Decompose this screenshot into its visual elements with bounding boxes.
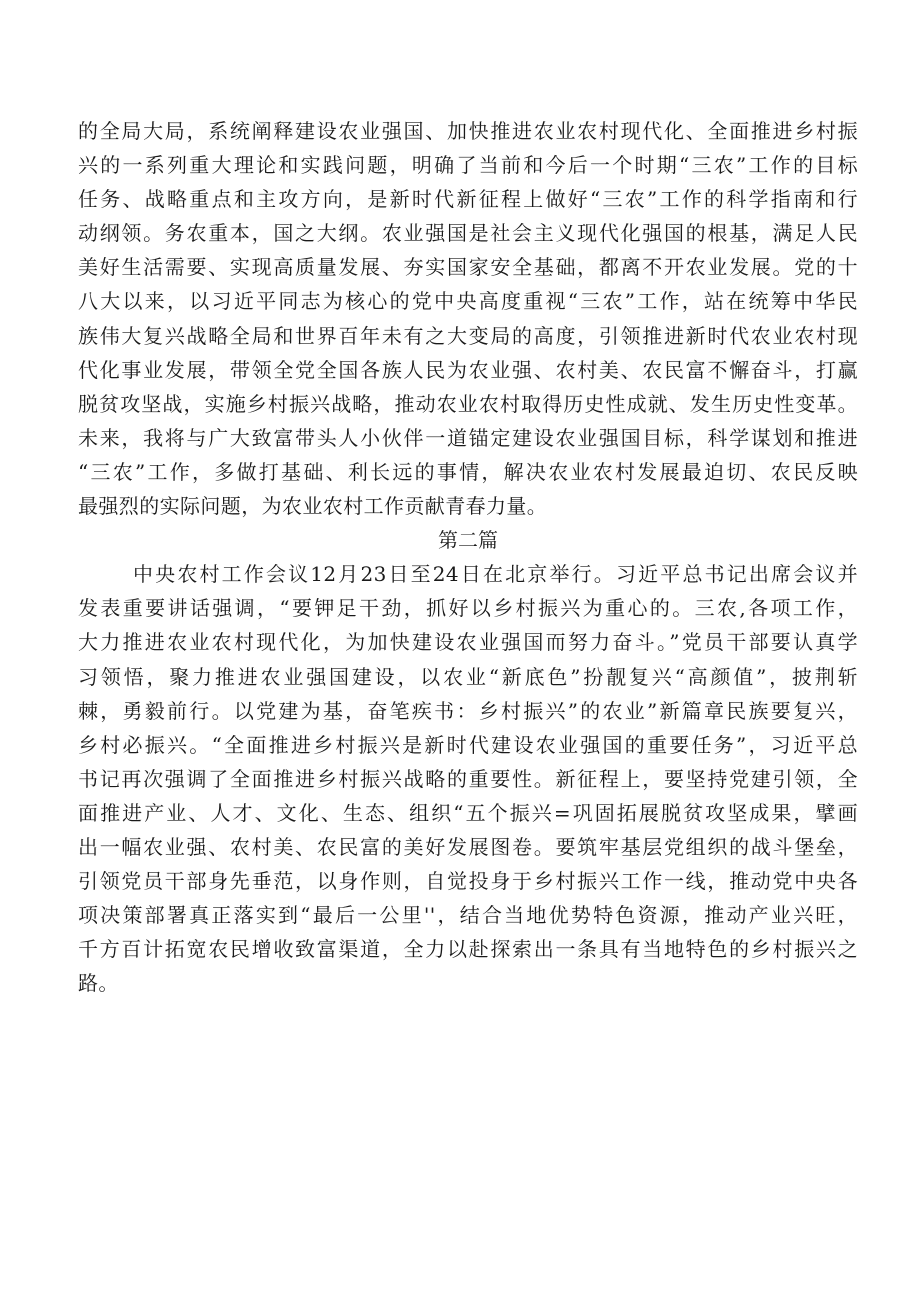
paragraph-line: 棘，勇毅前行。以党建为基，奋笔疾书：乡村振兴”的农业”新篇章民族要复兴， [78, 698, 858, 723]
paragraph-line: 中央农村工作会议12月23日至24日在北京举行。习近平总书记出席会议并 [133, 562, 858, 587]
paragraph-line: 最强烈的实际问题，为农业农村工作贡献青春力量。 [78, 494, 548, 519]
paragraph-line: 项决策部署真正落实到“最后一公里''，结合当地优势特色资源，推动产业兴旺， [78, 903, 858, 928]
paragraph-line: 书记再次强调了全面推进乡村振兴战略的重要性。新征程上，要坚持党建引领，全 [78, 766, 858, 791]
paragraph-line: 代化事业发展，带领全党全国各族人民为农业强、农村美、农民富不懈奋斗，打赢 [78, 357, 858, 382]
paragraph-line: 美好生活需要、实现高质量发展、夯实国家安全基础，都离不开农业发展。党的十 [78, 255, 858, 280]
paragraph-line: 路。 [78, 971, 119, 996]
paragraph-line: 出一幅农业强、农村美、农民富的美好发展图卷。要筑牢基层党组织的战斗堡垒， [78, 834, 858, 859]
document-page [78, 114, 858, 1000]
paragraph-line: 任务、战略重点和主攻方向，是新时代新征程上做好“三农”工作的科学指南和行 [78, 187, 858, 212]
section-heading: 第二篇 [438, 528, 498, 553]
paragraph-line: 习领悟，聚力推进农业强国建设，以农业“新底色”扮靓复兴“高颜值”，披荆斩 [78, 664, 858, 689]
paragraph-line: 千方百计拓宽农民增收致富渠道，全力以赴探索出一条具有当地特色的乡村振兴之 [78, 937, 858, 962]
section-1-body [78, 114, 858, 523]
paragraph-line: 大力推进农业农村现代化，为加快建设农业强国而努力奋斗。”党员干部要认真学 [78, 630, 858, 655]
paragraph-line: 乡村必振兴。“全面推进乡村振兴是新时代建设农业强国的重要任务”，习近平总 [78, 732, 858, 757]
paragraph-line: 面推进产业、人才、文化、生态、组织“五个振兴=巩固拓展脱贫攻坚成果，擘画 [78, 800, 858, 825]
paragraph-line: 的全局大局，系统阐释建设农业强国、加快推进农业农村现代化、全面推进乡村振 [78, 119, 858, 143]
paragraph-line: 引领党员干部身先垂范，以身作则，自觉投身于乡村振兴工作一线，推动党中央各 [78, 869, 858, 894]
paragraph-line: 发表重要讲话强调，“要钾足干劲，抓好以乡村振兴为重心的。三农,各项工作， [78, 596, 858, 621]
paragraph-line: 八大以来，以习近平同志为核心的党中央高度重视“三农”工作，站在统筹中华民 [78, 289, 858, 314]
paragraph-line: 族伟大复兴战略全局和世界百年未有之大变局的高度，引领推进新时代农业农村现 [78, 323, 858, 348]
paragraph-line: 脱贫攻坚战，实施乡村振兴战略，推动农业农村取得历史性成就、发生历史性变革。 [78, 391, 858, 416]
paragraph-line: 动纲领。务农重本，国之大纲。农业强国是社会主义现代化强国的根基，满足人民 [78, 221, 858, 246]
section-2-body [78, 557, 858, 1000]
paragraph-line: 兴的一系列重大理论和实践问题，明确了当前和今后一个时期“三农”工作的目标 [78, 153, 858, 178]
paragraph-line: 未来，我将与广大致富带头人小伙伴一道锚定建设农业强国目标，科学谋划和推进 [78, 425, 858, 450]
paragraph-line: “三农”工作，多做打基础、利长远的事情，解决农业农村发展最迫切、农民反映 [78, 459, 858, 484]
